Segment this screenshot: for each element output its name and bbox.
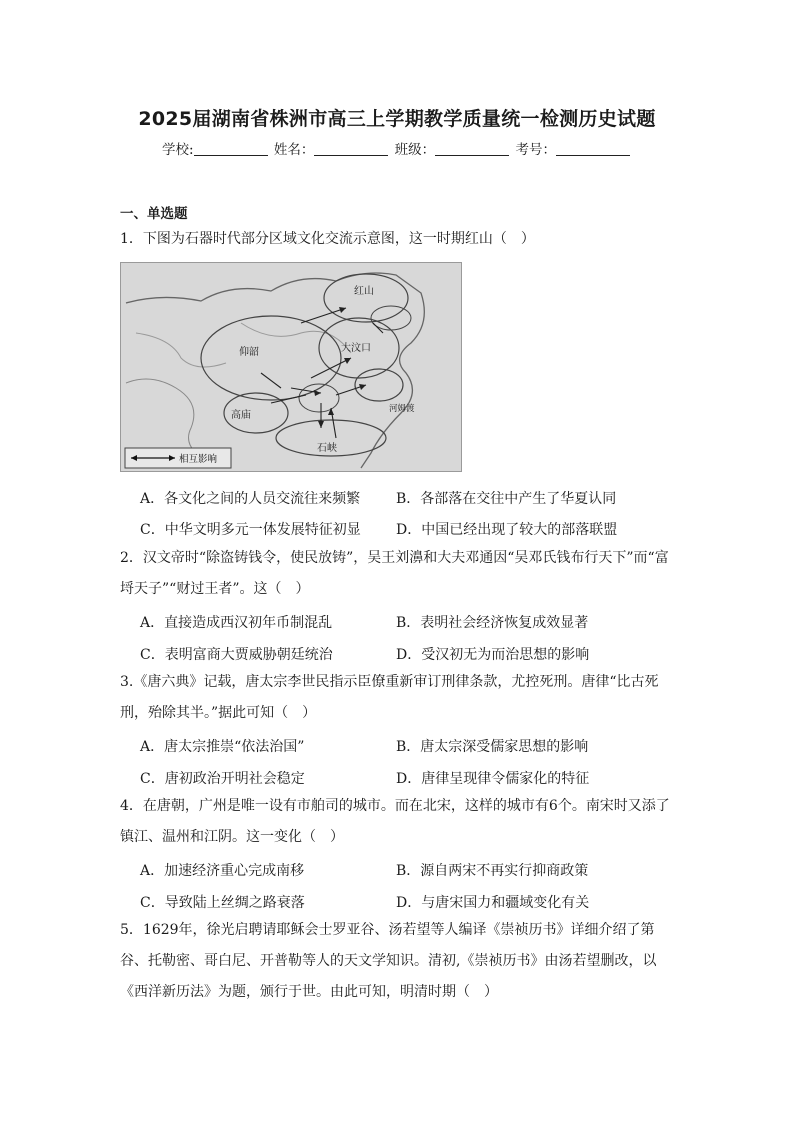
map-label-hongshan: 红山 bbox=[354, 286, 374, 297]
student-info-row bbox=[0, 138, 794, 158]
q1-option-b[interactable]: B．各部落在交往中产生了华夏认同 bbox=[396, 491, 617, 507]
name-label: 姓名： bbox=[273, 142, 315, 158]
map-label-dawenkou: 大汶口 bbox=[341, 343, 371, 354]
section-heading: 一、单选题 bbox=[120, 206, 188, 222]
name-blank[interactable] bbox=[314, 143, 388, 156]
q2-option-b[interactable]: B．表明社会经济恢复成效显著 bbox=[396, 615, 589, 631]
page-title: 2025届湖南省株洲市高三上学期教学质量统一检测历史试题 bbox=[138, 108, 656, 130]
q4-option-a[interactable]: A．加速经济重心完成南移 bbox=[140, 863, 305, 879]
q4-option-b[interactable]: B．源自两宋不再实行抑商政策 bbox=[396, 863, 589, 879]
map-graphic bbox=[121, 263, 461, 471]
class-blank[interactable] bbox=[435, 143, 509, 156]
q2-option-c[interactable]: C．表明富商大贾威胁朝廷统治 bbox=[140, 647, 333, 663]
q2-option-a[interactable]: A．直接造成西汉初年币制混乱 bbox=[140, 615, 333, 631]
region-yangshao bbox=[201, 316, 341, 400]
culture-exchange-map bbox=[120, 262, 462, 472]
map-label-shixia: 石峡 bbox=[317, 443, 337, 454]
arrow-heads bbox=[314, 307, 366, 428]
school-blank[interactable] bbox=[194, 143, 268, 156]
q4-option-c[interactable]: C．导致陆上丝绸之路衰落 bbox=[140, 895, 305, 911]
school-label: 学校: bbox=[162, 142, 194, 158]
map-legend-text: 相互影响 bbox=[179, 454, 218, 465]
map-label-yangshao: 仰韶 bbox=[239, 347, 259, 358]
region-hongshan bbox=[324, 274, 408, 322]
exam-no-blank[interactable] bbox=[556, 143, 630, 156]
map-label-gaomiao: 高庙 bbox=[231, 410, 251, 421]
q3-option-c[interactable]: C．唐初政治开明社会稳定 bbox=[140, 771, 305, 787]
coastline bbox=[126, 273, 424, 468]
q3-option-a[interactable]: A．唐太宗推崇“依法治国” bbox=[140, 739, 305, 755]
question-3-stem: 3.《唐六典》记载，唐太宗李世民指示臣僚重新审订刑律条款，尤控死刑。唐律“比古死刑，殆除其半。”据此可知（ ） bbox=[120, 674, 659, 721]
q1-option-a[interactable]: A．各文化之间的人员交流往来频繁 bbox=[140, 491, 361, 507]
class-label: 班级： bbox=[394, 142, 436, 158]
q3-option-b[interactable]: B．唐太宗深受儒家思想的影响 bbox=[396, 739, 589, 755]
interaction-arrows bbox=[261, 308, 383, 438]
q4-option-d[interactable]: D．与唐宋国力和疆域变化有关 bbox=[396, 895, 590, 911]
question-5-stem: 5．1629年，徐光启聘请耶稣会士罗亚谷、汤若望等人编译《崇祯历书》详细介绍了第谷、托勒密、哥白尼、开普勒等人的天文学知识。清初,《崇祯历书》由汤若望删改，以《西洋新历法》为题，颁行于世。由此可知，明清时期（ ） bbox=[120, 922, 657, 1000]
question-2-stem: 2．汉文帝时“除盗铸钱令，使民放铸”，吴王刘濞和大夫邓通因“吴邓氏钱布行天下”而“富埒天子”“财过王者”。这（ ） bbox=[120, 550, 669, 597]
question-1-stem: 1．下图为石器时代部分区域文化交流示意图，这一时期红山（ ） bbox=[120, 231, 535, 247]
exam-no-label: 考号： bbox=[515, 142, 556, 158]
q1-option-d[interactable]: D．中国已经出现了较大的部落联盟 bbox=[396, 522, 618, 538]
question-4-stem: 4．在唐朝，广州是唯一设有市舶司的城市。而在北宋，这样的城市有6个。南宋时又添了镇江、温州和江阴。这一变化（ ） bbox=[120, 798, 670, 845]
q1-option-c[interactable]: C．中华文明多元一体发展特征初显 bbox=[140, 522, 361, 538]
map-label-hemudu: 河姆渡 bbox=[389, 404, 415, 414]
river-line bbox=[136, 333, 226, 367]
q2-option-d[interactable]: D．受汉初无为而治思想的影响 bbox=[396, 647, 590, 663]
q3-option-d[interactable]: D．唐律呈现律令儒家化的特征 bbox=[396, 771, 590, 787]
